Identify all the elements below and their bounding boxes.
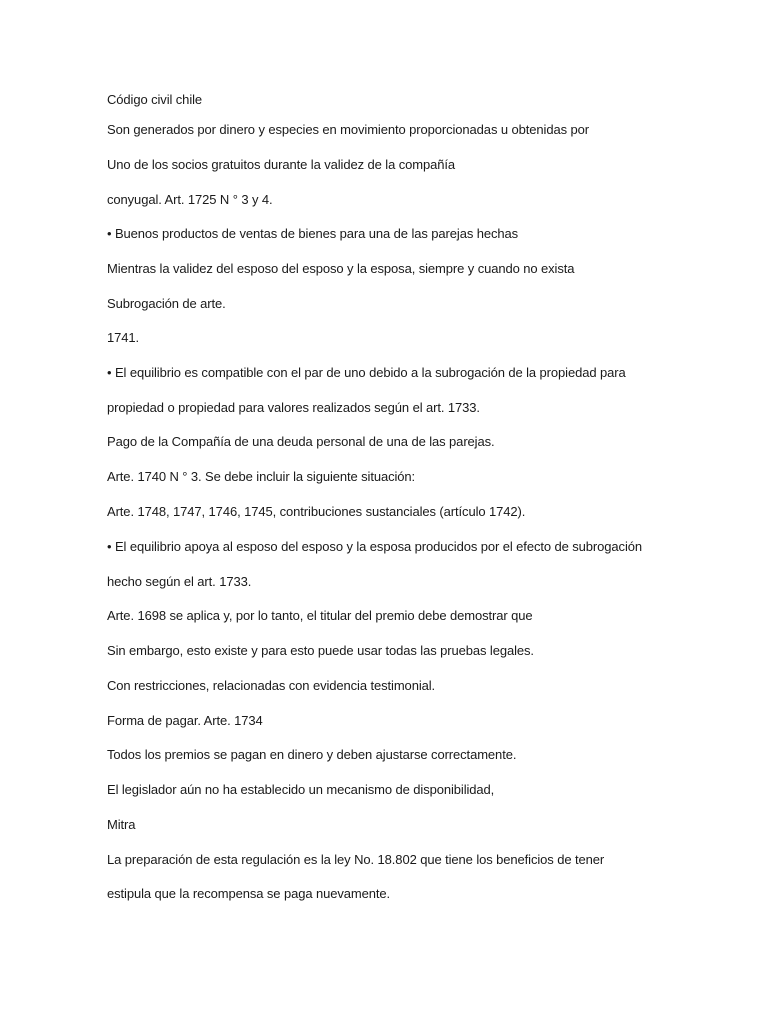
document-title: Código civil chile xyxy=(107,92,203,107)
document-line: Subrogación de arte. xyxy=(107,296,226,311)
document-line: Forma de pagar. Arte. 1734 xyxy=(107,713,263,728)
bullet-line: • Buenos productos de ventas de bienes para una de las parejas hechas xyxy=(107,226,519,241)
document-line: Sin embargo, esto existe y para esto puede usar todas las pruebas legales. xyxy=(107,643,534,658)
document-line: hecho según el art. 1733. xyxy=(107,574,252,589)
document-line: Arte. 1740 N ° 3. Se debe incluir la siguiente situación: xyxy=(107,469,416,484)
document-line: La preparación de esta regulación es la ley No. 18.802 que tiene los beneficios de tener xyxy=(107,852,605,867)
document-line: Arte. 1698 se aplica y, por lo tanto, el titular del premio debe demostrar que xyxy=(107,608,533,623)
document-line: conyugal. Art. 1725 N ° 3 y 4. xyxy=(107,192,273,207)
document-line: El legislador aún no ha establecido un mecanismo de disponibilidad, xyxy=(107,782,495,797)
document-line: Todos los premios se pagan en dinero y deben ajustarse correctamente. xyxy=(107,747,517,762)
document-line: Mitra xyxy=(107,817,136,832)
document-line: Con restricciones, relacionadas con evidencia testimonial. xyxy=(107,678,436,693)
document-line: Son generados por dinero y especies en movimiento proporcionadas u obtenidas por xyxy=(107,122,589,137)
document-line: Uno de los socios gratuitos durante la validez de la compañía xyxy=(107,157,455,172)
document-line: Mientras la validez del esposo del esposo y la esposa, siempre y cuando no exista xyxy=(107,261,575,276)
document-line: Pago de la Compañía de una deuda personal de una de las parejas. xyxy=(107,434,495,449)
bullet-line: • El equilibrio apoya al esposo del esposo y la esposa producidos por el efecto de subrogación xyxy=(107,539,643,554)
document-line: propiedad o propiedad para valores realizados según el art. 1733. xyxy=(107,400,480,415)
document-line: Arte. 1748, 1747, 1746, 1745, contribuciones sustanciales (artículo 1742). xyxy=(107,504,526,519)
document-line: 1741. xyxy=(107,330,140,345)
bullet-line: • El equilibrio es compatible con el par de uno debido a la subrogación de la propiedad para xyxy=(107,365,626,380)
document-line: estipula que la recompensa se paga nuevamente. xyxy=(107,886,391,901)
